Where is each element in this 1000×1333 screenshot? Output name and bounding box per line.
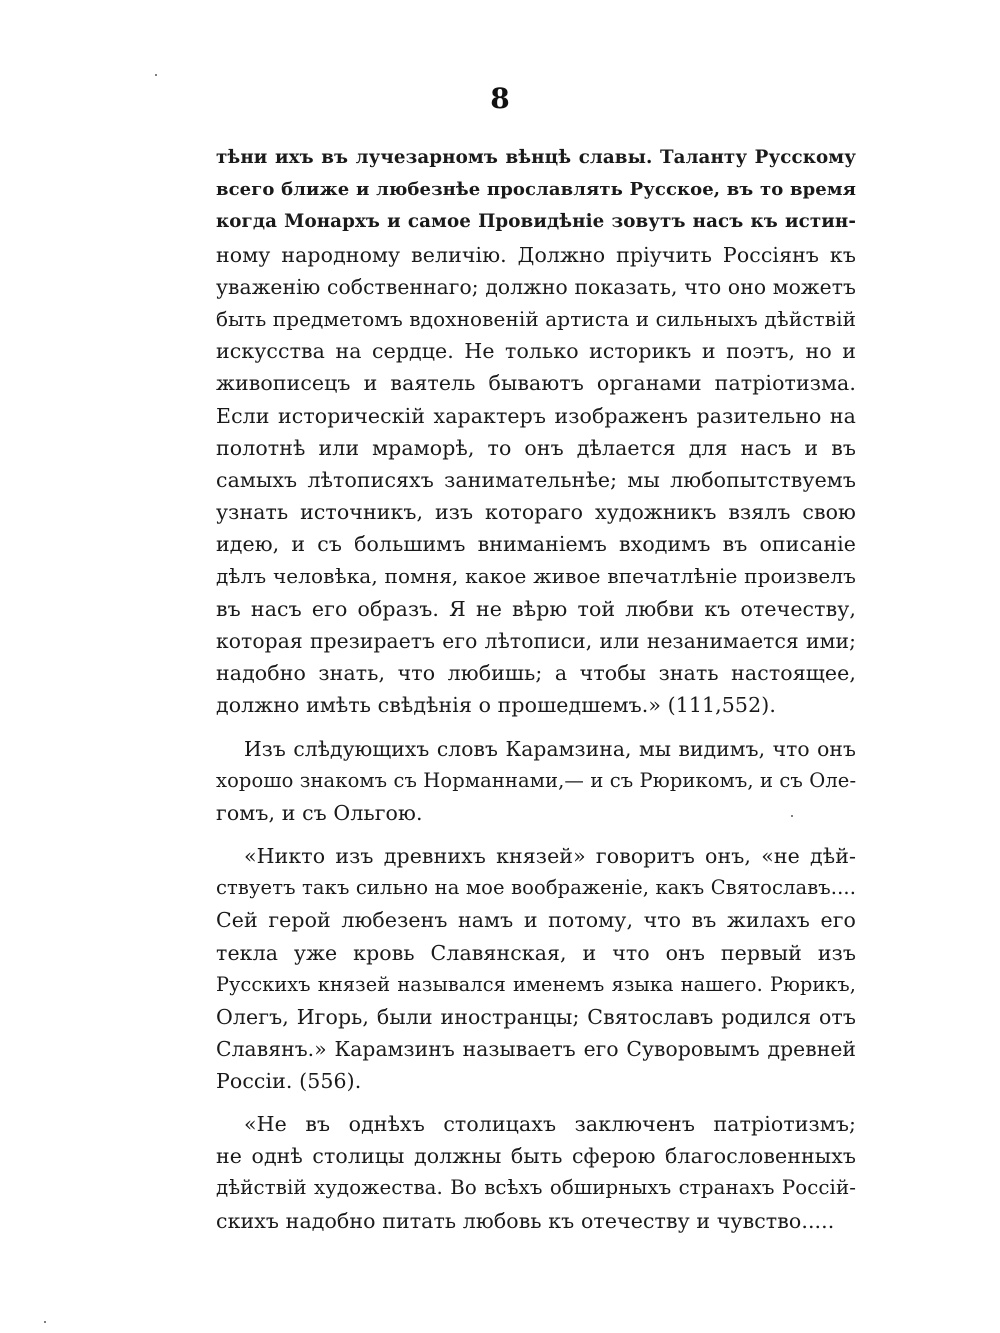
text-line: хорошо знакомъ съ Норманнами,— и съ Рюрикомъ, и съ Оле- [216, 769, 857, 793]
text-line: «Не въ однѣхъ столицахъ заключенъ патріотизмъ; [244, 1112, 856, 1136]
paragraph-3 [216, 840, 856, 1098]
text-line: живописецъ и ваятель бываютъ органами патріотизма. [216, 371, 856, 396]
text-line: дѣлъ человѣка, помня, какое живое впечатлѣніе произвелъ [216, 564, 856, 589]
text-line: быть предметомъ вдохновеній артиста и сильныхъ дѣйствій [216, 306, 857, 331]
text-line: дѣйствій художества. Во всѣхъ обширныхъ странахъ Россій- [216, 1176, 856, 1200]
text-line: гомъ, и съ Ольгою. [216, 801, 423, 826]
text-line: искусства на сердце. Не только историкъ и поэтъ, но и [216, 339, 856, 364]
page-number: 8 [490, 82, 510, 115]
text-line: текла уже кровь Славянская, и что онъ первый изъ [216, 940, 856, 965]
scan-speck [44, 1321, 46, 1323]
text-line: Если историческій характеръ изображенъ разительно на [216, 403, 856, 428]
scan-speck [791, 815, 793, 817]
paragraph-1 [216, 142, 856, 721]
text-line: Славянъ.» Карамзинъ называетъ его Суворовымъ древней [216, 1037, 856, 1062]
text-line: ствуетъ такъ сильно на мое воображеніе, какъ Святославъ.... [216, 876, 856, 900]
text-line: въ насъ его образъ. Я не вѣрю той любви къ отечеству, [216, 596, 856, 621]
text-line: Россіи. (556). [216, 1069, 362, 1094]
text-line: которая презираетъ его лѣтописи, или незанимается ими; [216, 628, 856, 653]
text-line: всего ближе и любезнѣе прославлять Русское, въ то время [216, 179, 856, 201]
text-line: не однѣ столицы должны быть сферою благословенныхъ [216, 1144, 856, 1169]
text-line: Русскихъ князей назывался именемъ языка нашего. Рюрикъ, [216, 972, 856, 996]
text-line: тѣни ихъ въ лучезарномъ вѣнцѣ славы. Таланту Русскому [216, 147, 856, 168]
text-line: когда Монархъ и самое Провидѣніе зовутъ насъ къ истин- [216, 211, 856, 233]
text-line: Сей герой любезенъ намъ и потому, что въ жилахъ его [216, 908, 856, 933]
text-line: «Никто изъ древнихъ князей» говоритъ онъ, «не дѣй- [244, 844, 856, 868]
text-line: ному народному величію. Должно пріучить Россіянъ къ [216, 242, 856, 267]
text-line: Изъ слѣдующихъ словъ Карамзина, мы видимъ, что онъ [244, 737, 856, 761]
scan-speck [155, 74, 157, 76]
text-line: должно имѣть свѣдѣнія о прошедшемъ.» (111,552). [216, 693, 776, 718]
text-line: надобно знать, что любишь; а чтобы знать настоящее, [216, 661, 856, 685]
text-line: идею, и съ большимъ вниманіемъ входимъ въ описаніе [216, 532, 856, 557]
text-line: Олегъ, Игорь, были иностранцы; Святославъ родился отъ [216, 1004, 856, 1029]
text-line: узнать источникъ, изъ котораго художникъ взялъ свою [216, 500, 856, 525]
text-line: полотнѣ или мраморѣ, то онъ дѣлается для насъ и въ [216, 435, 856, 460]
paragraph-2 [216, 733, 856, 830]
paragraph-4 [216, 1108, 856, 1237]
text-line: самыхъ лѣтописяхъ занимательнѣе; мы любопытствуемъ [216, 467, 856, 492]
text-line: уваженію собственнаго; должно показать, что оно можетъ [216, 274, 856, 299]
text-line: скихъ надобно питать любовь къ отечеству и чувство..... [216, 1208, 835, 1233]
